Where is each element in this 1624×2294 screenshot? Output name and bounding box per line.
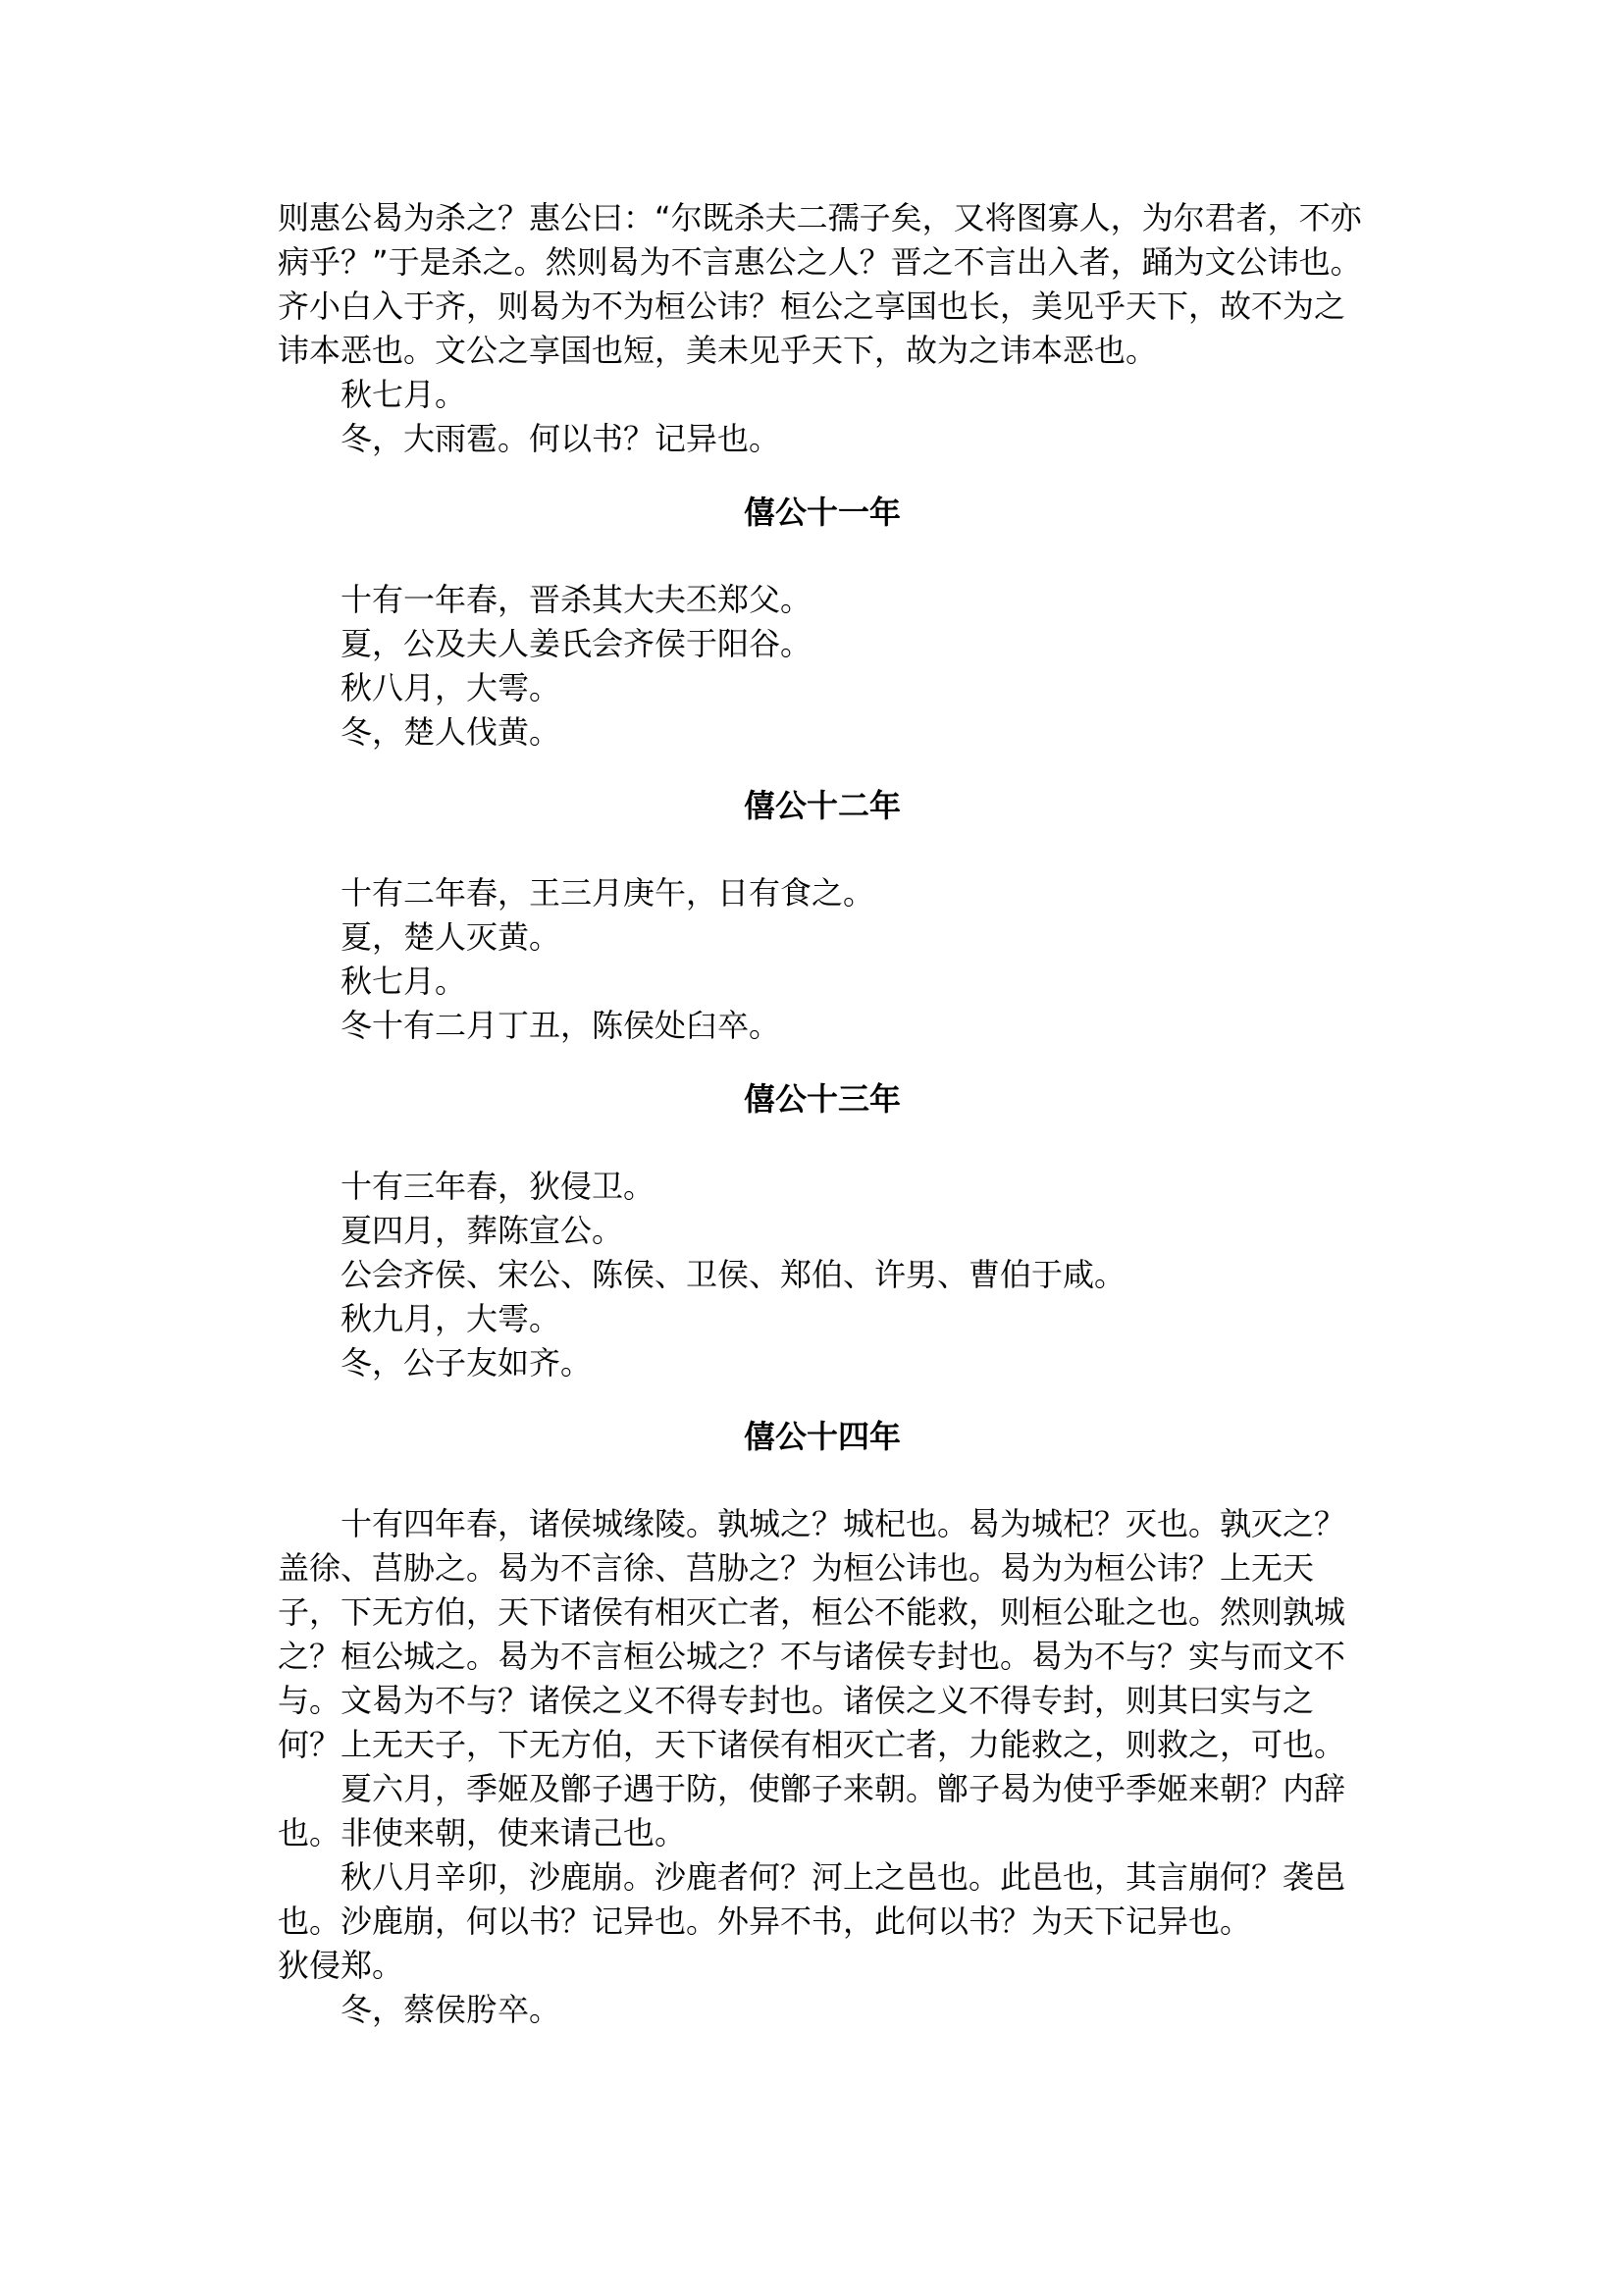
paragraph: 夏四月，葬陈宣公。: [341, 1212, 624, 1249]
paragraph: 冬，蔡侯肹卒。: [341, 1991, 561, 2028]
paragraph: 秋九月，大雩。: [341, 1300, 561, 1337]
paragraph: 夏，公及夫人姜氏会齐侯于阳谷。: [341, 625, 812, 662]
paragraph: 冬十有二月丁丑，陈侯处臼卒。: [341, 1007, 781, 1044]
document-page: [278, 196, 1367, 2032]
paragraph: 狄侵郑。: [278, 1947, 404, 1984]
paragraph: 秋八月辛卯，沙鹿崩。沙鹿者何？河上之邑也。此邑也，其言崩何？袭邑也。沙鹿崩，何以书？记异也。外异不书，此何以书？为天下记异也。: [278, 1858, 1346, 1940]
paragraph: 则惠公曷为杀之？惠公曰：“尔既杀夫二孺子矣，又将图寡人，为尔君者，不亦病乎？”于是杀之。然则曷为不言惠公之人？晋之不言出入者，踊为文公讳也。齐小白入于齐，则曷为不为桓公讳？桓公之享国也长，美见乎天下，故不为之讳本恶也。文公之享国也短，美未见乎天下，故为之讳本恶也。: [278, 199, 1362, 369]
paragraph: 冬，楚人伐黄。: [341, 713, 561, 751]
paragraph: 夏，楚人灭黄。: [341, 918, 561, 956]
paragraph: 秋八月，大雩。: [341, 669, 561, 706]
paragraph: 十有一年春，晋杀其大夫丕郑父。: [341, 581, 812, 618]
paragraph: 夏六月，季姬及鄫子遇于防，使鄫子来朝。鄫子曷为使乎季姬来朝？内辞也。非使来朝，使来请己也。: [278, 1770, 1346, 1851]
paragraph: 秋七月。: [341, 963, 467, 1000]
paragraph: 公会齐侯、宋公、陈侯、卫侯、郑伯、许男、曹伯于咸。: [341, 1256, 1126, 1293]
paragraph: 十有三年春，狄侵卫。: [341, 1168, 655, 1205]
paragraph: 秋七月。: [341, 376, 467, 413]
section-heading: 僖公十三年: [743, 1080, 901, 1118]
section-heading: 僖公十二年: [743, 787, 901, 824]
paragraph: 冬，公子友如齐。: [341, 1344, 593, 1382]
paragraph: 十有二年春，王三月庚午，日有食之。: [341, 874, 875, 912]
section-heading: 僖公十一年: [743, 494, 901, 531]
paragraph: 十有四年春，诸侯城缘陵。孰城之？城杞也。曷为城杞？灭也。孰灭之？盖徐、莒胁之。曷为不言徐、莒胁之？为桓公讳也。曷为为桓公讳？上无天子，下无方伯，天下诸侯有相灭亡者，桓公不能救，则桓公耻之也。然则孰城之？桓公城之。曷为不言桓公城之？不与诸侯专封也。曷为不与？实与而文不与。文曷为不与？诸侯之义不得专封也。诸侯之义不得专封，则其曰实与之何？上无天子，下无方伯，天下诸侯有相灭亡者，力能救之，则救之，可也。: [278, 1505, 1346, 1763]
paragraph: 冬，大雨雹。何以书？记异也。: [341, 420, 781, 457]
section-heading: 僖公十四年: [743, 1418, 901, 1455]
